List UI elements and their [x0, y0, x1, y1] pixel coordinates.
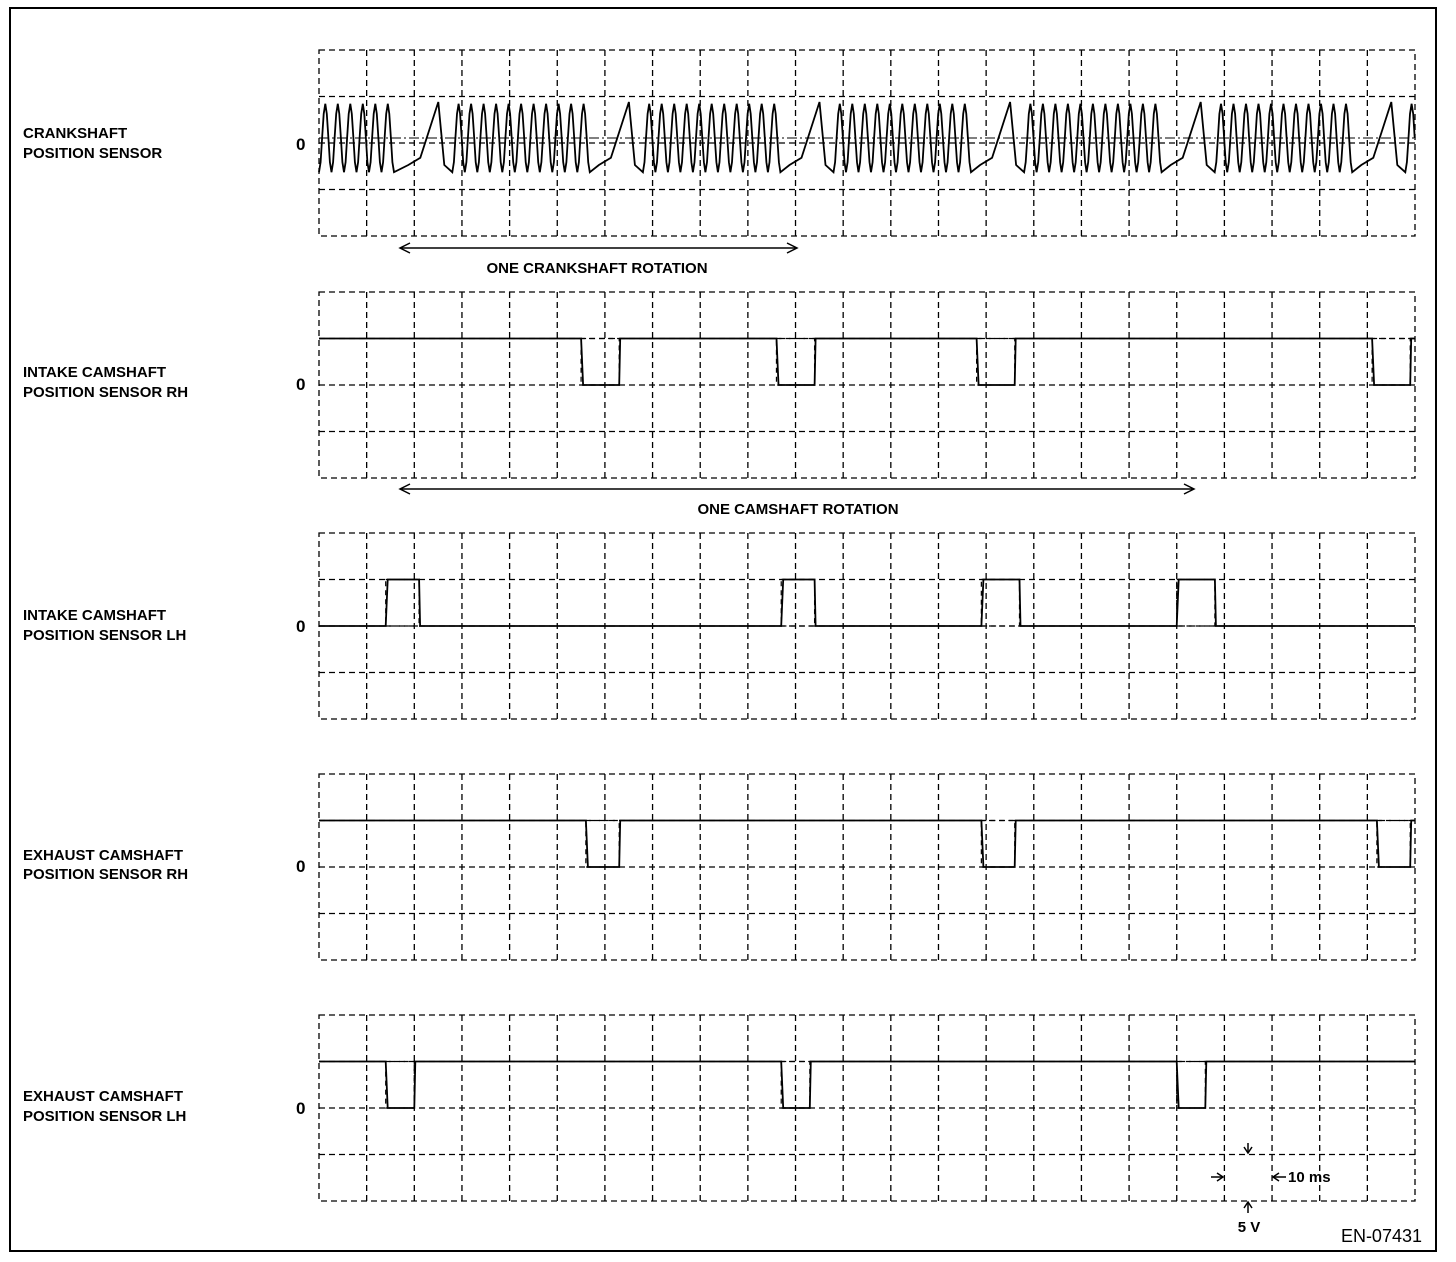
zero-label: 0	[296, 857, 306, 876]
grid-channel-5	[319, 1015, 1415, 1201]
channel-2-trace	[319, 339, 1415, 386]
grid-channel-1	[319, 50, 1415, 236]
zero-label: 0	[296, 1099, 306, 1118]
exhaust-lh-label-2: POSITION SENSOR LH	[23, 1108, 187, 1125]
intake-lh-label-1: INTAKE CAMSHAFT	[23, 607, 167, 624]
pulse-outline	[1377, 821, 1410, 868]
pulse-outline	[977, 339, 1015, 386]
figure-id: EN-07431	[1340, 1226, 1422, 1246]
exhaust-rh-label-1: EXHAUST CAMSHAFT	[23, 847, 183, 864]
exhaust-rh-label-2: POSITION SENSOR RH	[23, 866, 189, 883]
channel-labels	[23, 125, 188, 1125]
zero-label: 0	[296, 135, 306, 154]
intake-rh-label-2: POSITION SENSOR RH	[23, 384, 189, 401]
grid-channel-2	[319, 292, 1415, 478]
pulse-outline	[586, 821, 619, 868]
outer-border	[10, 8, 1436, 1251]
cam-rotation-label: ONE CAMSHAFT ROTATION	[697, 501, 899, 518]
pulse-outline	[781, 580, 814, 627]
crank-label-2: POSITION SENSOR	[23, 145, 163, 162]
exhaust-lh-label-1: EXHAUST CAMSHAFT	[23, 1088, 183, 1105]
pulse-outline	[1177, 580, 1215, 627]
channel-5-trace	[319, 1062, 1415, 1109]
pulse-outline	[1372, 339, 1410, 386]
pulse-outline	[581, 339, 619, 386]
cam-rotation-arrow	[400, 484, 1194, 494]
crank-rotation-arrow	[400, 243, 797, 253]
voltage-scale-label: 5 V	[1237, 1219, 1261, 1236]
pulse-outline	[386, 1062, 415, 1109]
zero-markers	[296, 135, 305, 1118]
channel-3-trace	[319, 580, 1415, 627]
zero-label: 0	[296, 617, 306, 636]
pulse-trace	[319, 1062, 1415, 1109]
time-scale-label: 10 ms	[1288, 1169, 1331, 1186]
intake-rh-label-1: INTAKE CAMSHAFT	[23, 364, 167, 381]
pulse-trace	[319, 339, 1415, 386]
grid-channel-4	[319, 774, 1415, 960]
channel-4-trace	[319, 821, 1415, 868]
scale-indicator	[1211, 1143, 1286, 1213]
pulse-outline	[1177, 1062, 1206, 1109]
crank-signal-trace	[319, 102, 1415, 172]
crank-rotation-label: ONE CRANKSHAFT ROTATION	[486, 260, 708, 277]
crank-label-1: CRANKSHAFT	[23, 125, 128, 142]
zero-label: 0	[296, 375, 306, 394]
signal-traces	[319, 102, 1415, 1108]
intake-lh-label-2: POSITION SENSOR LH	[23, 627, 187, 644]
pulse-trace	[319, 821, 1415, 868]
pulse-outline	[981, 580, 1019, 627]
pulse-trace	[319, 580, 1415, 627]
